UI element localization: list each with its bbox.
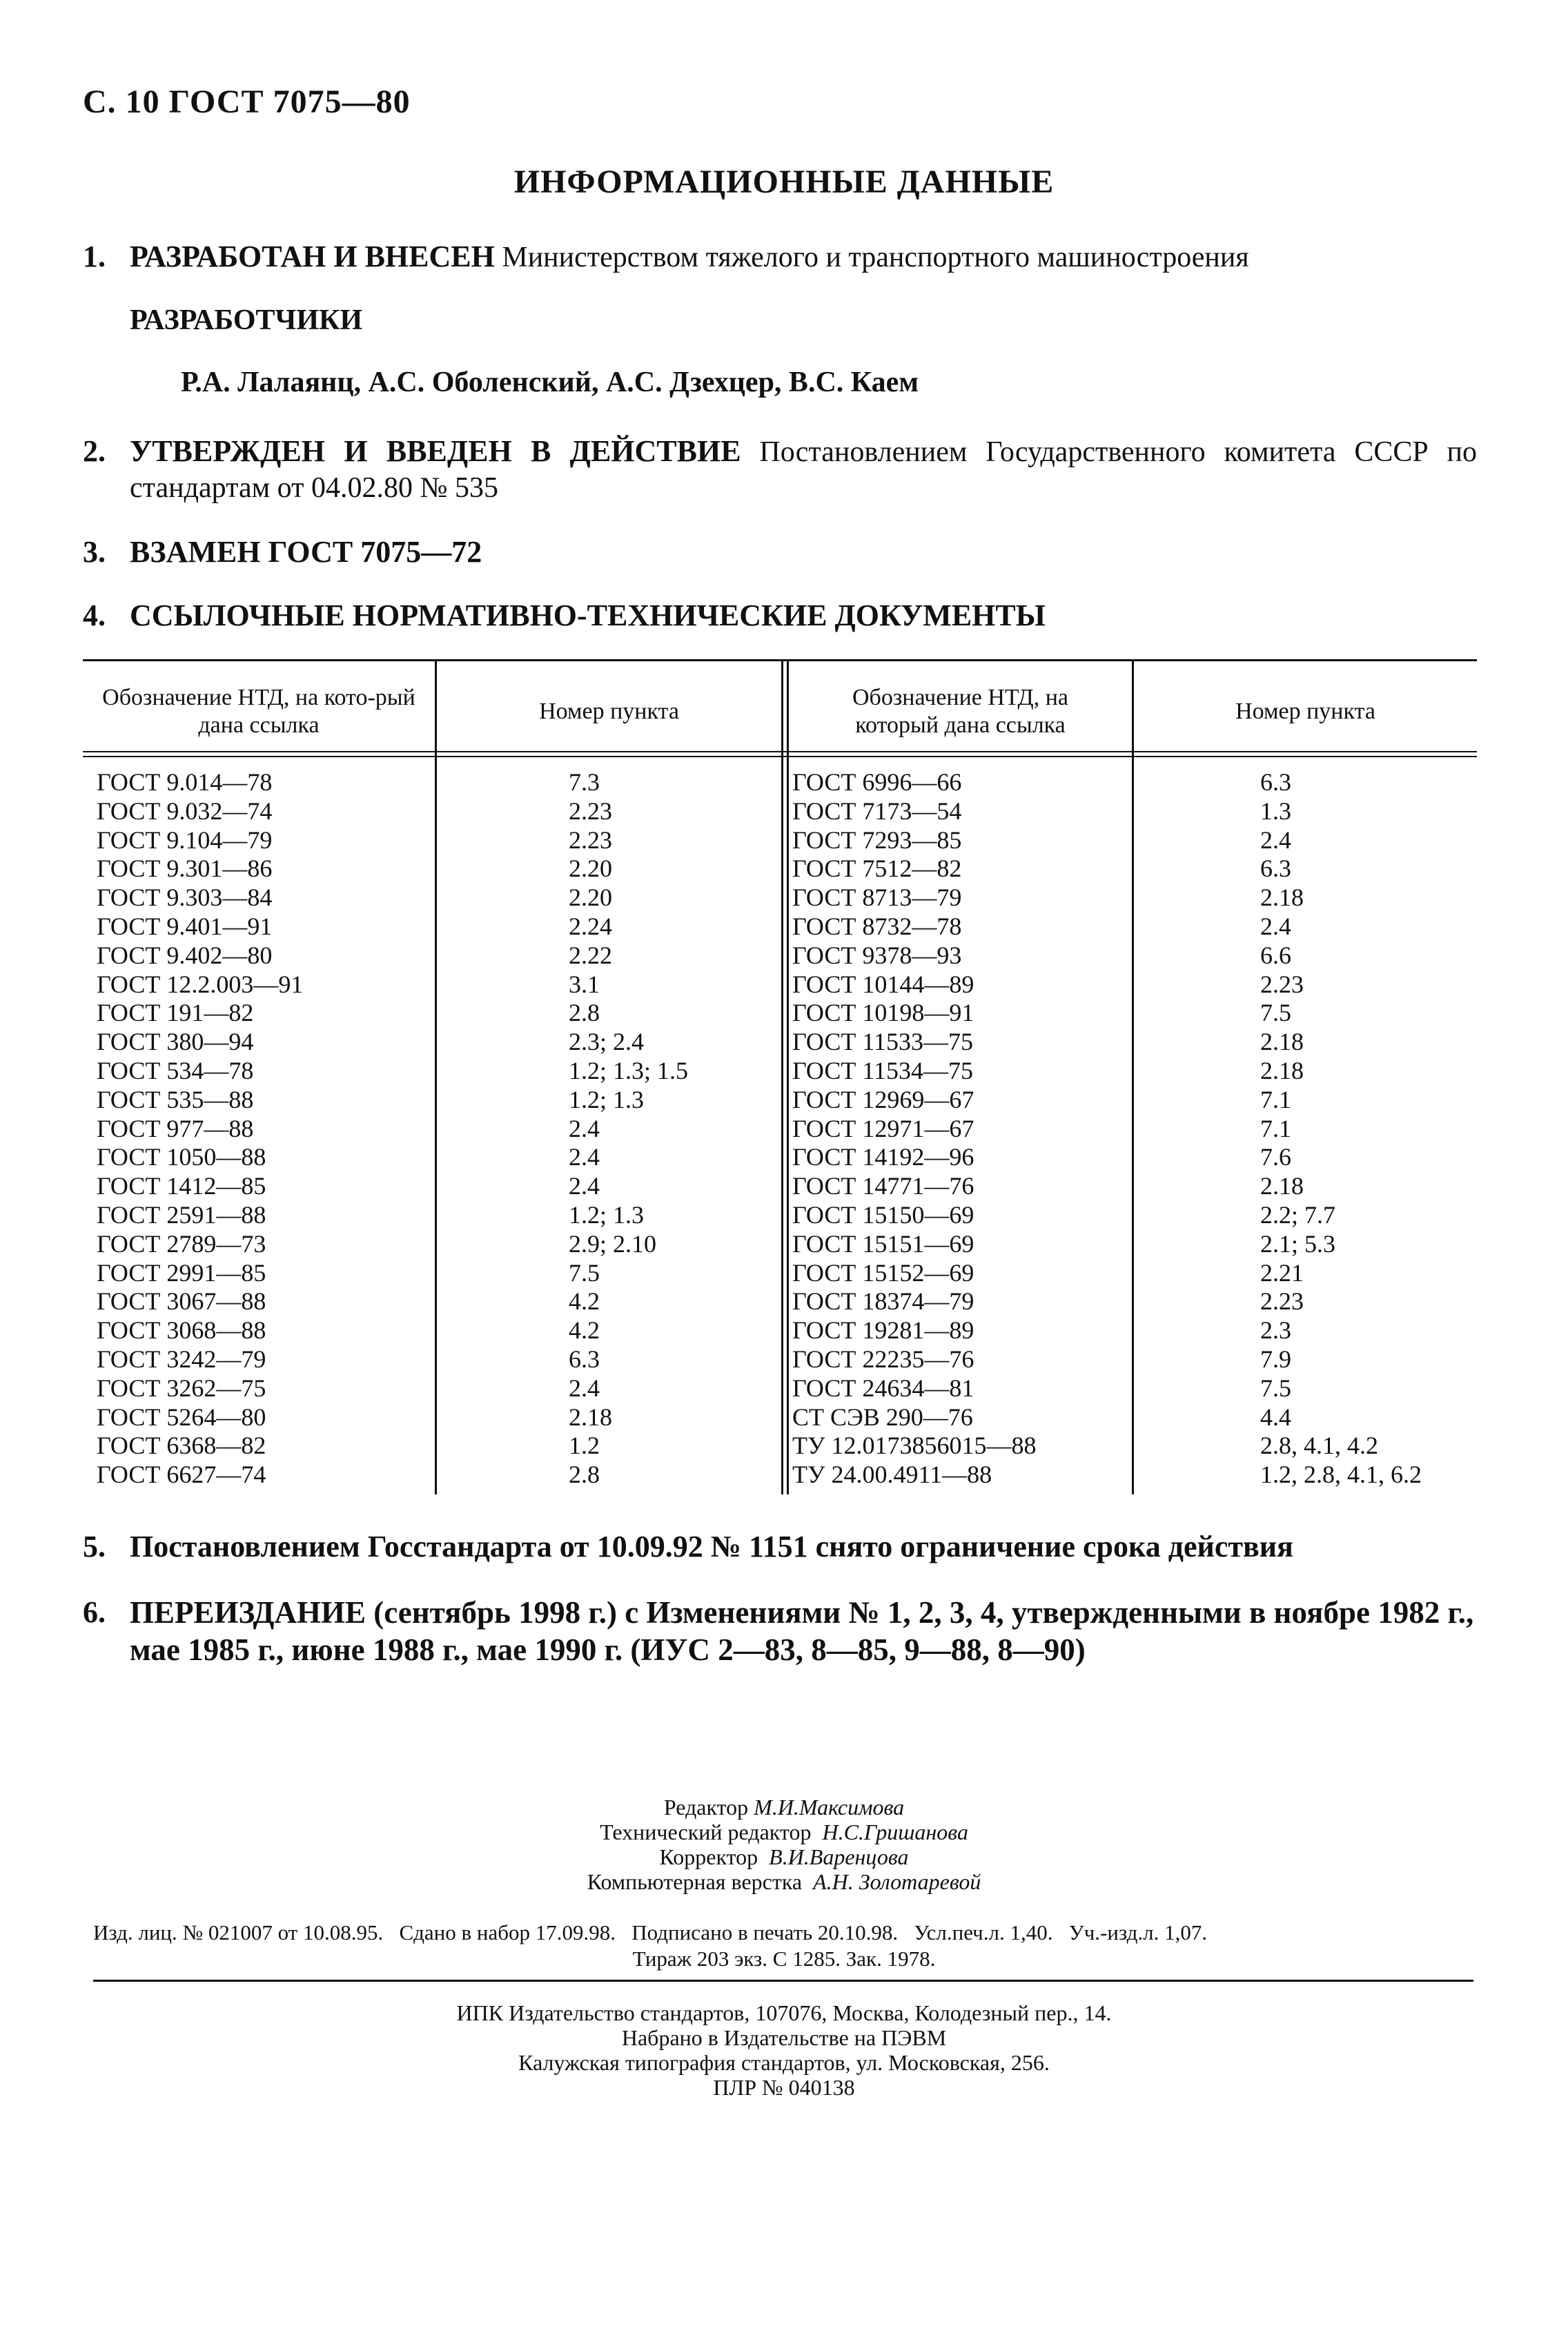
item-number: 4. bbox=[83, 598, 106, 632]
imprint-rule bbox=[93, 1980, 1473, 1982]
item-heading: ССЫЛОЧНЫЕ НОРМАТИВНО-ТЕХНИЧЕСКИЕ ДОКУМЕНТЫ bbox=[130, 598, 1046, 632]
ntd-designation: ГОСТ 1050—88 bbox=[97, 1143, 266, 1171]
clause-number: 6.6 bbox=[1260, 941, 1291, 969]
clause-number: 2.9; 2.10 bbox=[569, 1229, 657, 1258]
clause-number: 6.3 bbox=[1260, 855, 1291, 883]
clause-number: 2.20 bbox=[569, 884, 612, 912]
item-4 bbox=[83, 598, 1477, 634]
credit-corrector bbox=[0, 1843, 1568, 1871]
clause-number: 2.4 bbox=[569, 1374, 600, 1402]
ntd-designation: ГОСТ 12971—67 bbox=[792, 1114, 974, 1142]
imprint-line-1: Изд. лиц. № 021007 от 10.08.95. Сдано в набор 17.09.98. Подписано в печать 20.10.98. Усл.печ.л. 1,40. Уч.-изд.л. 1,07. bbox=[93, 1920, 1208, 1944]
header-point-right: Номер пункта bbox=[1235, 699, 1375, 724]
clause-number: 2.1; 5.3 bbox=[1260, 1229, 1336, 1258]
ntd-designation: ГОСТ 9.014—78 bbox=[97, 768, 273, 796]
header-point-left: Номер пункта bbox=[539, 699, 679, 724]
clause-number: 2.18 bbox=[1260, 1028, 1304, 1056]
clause-number: 2.3; 2.4 bbox=[569, 1028, 645, 1056]
clause-number: 2.22 bbox=[569, 941, 612, 969]
clause-number: 7.5 bbox=[1260, 999, 1291, 1027]
ntd-designation: СТ СЭВ 290—76 bbox=[792, 1403, 973, 1431]
clause-number: 1.3 bbox=[1260, 797, 1291, 825]
ntd-designation: ГОСТ 15152—69 bbox=[792, 1258, 974, 1287]
reference-table bbox=[83, 659, 1477, 1501]
clause-number: 2.8 bbox=[569, 1461, 600, 1489]
item-number: 5. bbox=[83, 1530, 106, 1563]
left-doc-column bbox=[97, 768, 303, 1490]
imprint-line-2: Тираж 203 экз. С 1285. Зак. 1978. bbox=[632, 1947, 936, 1971]
item-text: Постановлением Государственного комитета СССР по стандартам от 04.02.80 № 535 bbox=[130, 436, 1477, 504]
item-heading: УТВЕРЖДЕН И ВВЕДЕН В ДЕЙСТВИЕ bbox=[130, 434, 741, 468]
clause-number: 7.9 bbox=[1260, 1345, 1291, 1373]
ntd-designation: ГОСТ 12.2.003—91 bbox=[97, 970, 304, 998]
right-doc-column bbox=[792, 768, 1036, 1490]
ntd-designation: ГОСТ 3262—75 bbox=[97, 1374, 266, 1402]
item-heading: Постановлением Госстандарта от 10.09.92 № 1151 снято ограничение срока действия bbox=[130, 1530, 1293, 1563]
item-6 bbox=[83, 1595, 1477, 1669]
clause-number: 2.23 bbox=[1260, 1287, 1304, 1316]
ntd-designation: ГОСТ 19281—89 bbox=[792, 1316, 974, 1345]
clause-number: 1.2; 1.3 bbox=[569, 1085, 645, 1113]
item-heading: ПЕРЕИЗДАНИЕ (сентябрь 1998 г.) с Изменениями № 1, 2, 3, 4, утвержденными в ноябре 1982 г., мае 1985 г., июне 1988 г., мае 1990 г. (ИУС 2—83, 8—85, 9—88, 8—90) bbox=[130, 1595, 1474, 1667]
ntd-designation: ГОСТ 12969—67 bbox=[792, 1085, 974, 1113]
ntd-designation: ГОСТ 10144—89 bbox=[792, 970, 974, 998]
clause-number: 1.2 bbox=[569, 1432, 600, 1460]
developers-heading: РАЗРАБОТЧИКИ bbox=[130, 304, 363, 336]
developers-names: Р.А. Лалаянц, А.С. Оболенский, А.С. Дзехцер, В.С. Каем bbox=[181, 367, 919, 398]
ntd-designation: ГОСТ 534—78 bbox=[97, 1056, 254, 1084]
ntd-designation: ГОСТ 22235—76 bbox=[792, 1345, 974, 1373]
table-top-rule bbox=[83, 659, 1477, 661]
ntd-designation: ГОСТ 7512—82 bbox=[792, 855, 962, 883]
ntd-designation: ГОСТ 10198—91 bbox=[792, 999, 974, 1027]
ntd-designation: ГОСТ 11533—75 bbox=[792, 1028, 974, 1056]
ntd-designation: ГОСТ 7293—85 bbox=[792, 826, 962, 854]
clause-number: 2.21 bbox=[1260, 1258, 1304, 1287]
ntd-designation: ГОСТ 3242—79 bbox=[97, 1345, 266, 1373]
header-doc-right: Обозначение НТД, на который дана ссылка bbox=[852, 685, 1069, 738]
credit-layout bbox=[0, 1868, 1568, 1895]
clause-number: 4.2 bbox=[569, 1287, 600, 1316]
ntd-designation: ГОСТ 5264—80 bbox=[97, 1403, 266, 1431]
ntd-designation: ГОСТ 2789—73 bbox=[97, 1229, 266, 1258]
ntd-designation: ТУ 24.00.4911—88 bbox=[792, 1461, 992, 1489]
clause-number: 6.3 bbox=[569, 1345, 600, 1373]
ntd-designation: ГОСТ 6368—82 bbox=[97, 1432, 266, 1460]
publisher-line: ИПК Издательство стандартов, 107076, Москва, Колодезный пер., 14. bbox=[456, 2000, 1112, 2025]
credit-label: Редактор bbox=[663, 1795, 749, 1820]
publisher-line: Калужская типография стандартов, ул. Московская, 256. bbox=[518, 2050, 1050, 2075]
credit-label: Корректор bbox=[659, 1844, 758, 1869]
ntd-designation: ГОСТ 9.301—86 bbox=[97, 855, 273, 883]
credit-person: В.И.Варенцова bbox=[769, 1844, 909, 1869]
item-number: 2. bbox=[83, 434, 106, 468]
item-text: Министерством тяжелого и транспортного машиностроения bbox=[494, 242, 1249, 273]
header-doc-left: Обозначение НТД, на кото-рый дана ссылка bbox=[102, 685, 415, 738]
ntd-designation: ГОСТ 11534—75 bbox=[792, 1056, 974, 1084]
clause-number: 2.4 bbox=[569, 1143, 600, 1171]
document-title: ИНФОРМАЦИОННЫЕ ДАННЫЕ bbox=[513, 164, 1055, 200]
credit-person: Н.С.Гришанова bbox=[822, 1820, 968, 1844]
clause-number: 2.8 bbox=[569, 999, 600, 1027]
credit-person: А.Н. Золотаревой bbox=[813, 1869, 981, 1894]
clause-number: 1.2, 2.8, 4.1, 6.2 bbox=[1260, 1461, 1422, 1489]
clause-number: 1.2; 1.3 bbox=[569, 1200, 645, 1229]
ntd-designation: ГОСТ 18374—79 bbox=[792, 1287, 974, 1316]
ntd-designation: ГОСТ 380—94 bbox=[97, 1028, 254, 1056]
column-divider bbox=[787, 659, 789, 1494]
credit-label: Компьютерная верстка bbox=[587, 1869, 803, 1894]
ntd-designation: ГОСТ 2591—88 bbox=[97, 1200, 266, 1229]
column-divider bbox=[1132, 659, 1134, 1494]
ntd-designation: ГОСТ 9.401—91 bbox=[97, 912, 273, 940]
column-divider bbox=[435, 659, 437, 1494]
ntd-designation: ГОСТ 9378—93 bbox=[792, 941, 962, 969]
ntd-designation: ГОСТ 977—88 bbox=[97, 1114, 254, 1142]
clause-number: 2.4 bbox=[1260, 912, 1291, 940]
credit-person: М.И.Максимова bbox=[754, 1795, 905, 1820]
ntd-designation: ГОСТ 15151—69 bbox=[792, 1229, 974, 1258]
clause-number: 4.2 bbox=[569, 1316, 600, 1345]
ntd-designation: ГОСТ 535—88 bbox=[97, 1085, 254, 1113]
clause-number: 7.1 bbox=[1260, 1085, 1291, 1113]
page-header: С. 10 ГОСТ 7075—80 bbox=[83, 84, 411, 120]
item-1 bbox=[83, 239, 1477, 275]
clause-number: 2.24 bbox=[569, 912, 612, 940]
right-point-column bbox=[1260, 768, 1422, 1490]
ntd-designation: ГОСТ 3067—88 bbox=[97, 1287, 266, 1316]
ntd-designation: ГОСТ 6627—74 bbox=[97, 1461, 266, 1489]
clause-number: 6.3 bbox=[1260, 768, 1291, 796]
item-3 bbox=[83, 534, 1477, 571]
clause-number: 7.5 bbox=[569, 1258, 600, 1287]
ntd-designation: ГОСТ 7173—54 bbox=[792, 797, 962, 825]
clause-number: 3.1 bbox=[569, 970, 600, 998]
clause-number: 7.3 bbox=[569, 768, 600, 796]
ntd-designation: ГОСТ 6996—66 bbox=[792, 768, 962, 796]
left-point-column bbox=[569, 768, 688, 1490]
ntd-designation: ГОСТ 8732—78 bbox=[792, 912, 962, 940]
ntd-designation: ГОСТ 15150—69 bbox=[792, 1200, 974, 1229]
item-number: 1. bbox=[83, 240, 106, 273]
ntd-designation: ГОСТ 3068—88 bbox=[97, 1316, 266, 1345]
item-2 bbox=[83, 433, 1477, 506]
item-number: 3. bbox=[83, 535, 106, 569]
clause-number: 4.4 bbox=[1260, 1403, 1291, 1431]
item-heading: ВЗАМЕН ГОСТ 7075—72 bbox=[130, 535, 482, 569]
ntd-designation: ГОСТ 9.104—79 bbox=[97, 826, 273, 854]
clause-number: 7.6 bbox=[1260, 1143, 1291, 1171]
ntd-designation: ГОСТ 2991—85 bbox=[97, 1258, 266, 1287]
clause-number: 2.4 bbox=[1260, 826, 1291, 854]
publisher-line: ПЛР № 040138 bbox=[713, 2075, 855, 2100]
ntd-designation: ГОСТ 1412—85 bbox=[97, 1172, 266, 1200]
clause-number: 7.5 bbox=[1260, 1374, 1291, 1402]
clause-number: 2.23 bbox=[569, 826, 612, 854]
table-header-rule bbox=[83, 756, 1477, 757]
clause-number: 2.23 bbox=[569, 797, 612, 825]
clause-number: 2.4 bbox=[569, 1114, 600, 1142]
ntd-designation: ГОСТ 24634—81 bbox=[792, 1374, 974, 1402]
ntd-designation: ГОСТ 9.032—74 bbox=[97, 797, 273, 825]
item-number: 6. bbox=[83, 1595, 106, 1629]
item-heading: РАЗРАБОТАН И ВНЕСЕН bbox=[130, 240, 495, 273]
publisher-line: Набрано в Издательстве на ПЭВМ bbox=[621, 2025, 947, 2050]
table-header-rule bbox=[83, 751, 1477, 752]
clause-number: 2.20 bbox=[569, 855, 612, 883]
clause-number: 2.2; 7.7 bbox=[1260, 1200, 1336, 1229]
credit-editor bbox=[0, 1793, 1568, 1821]
clause-number: 2.18 bbox=[1260, 884, 1304, 912]
ntd-designation: ГОСТ 14771—76 bbox=[792, 1172, 974, 1200]
ntd-designation: ГОСТ 9.303—84 bbox=[97, 884, 273, 912]
ntd-designation: ГОСТ 9.402—80 bbox=[97, 941, 273, 969]
credit-label: Технический редактор bbox=[600, 1820, 812, 1844]
column-divider bbox=[781, 659, 783, 1494]
clause-number: 2.18 bbox=[569, 1403, 612, 1431]
clause-number: 2.23 bbox=[1260, 970, 1304, 998]
ntd-designation: ГОСТ 14192—96 bbox=[792, 1143, 974, 1171]
clause-number: 2.8, 4.1, 4.2 bbox=[1260, 1432, 1378, 1460]
clause-number: 1.2; 1.3; 1.5 bbox=[569, 1056, 689, 1084]
clause-number: 2.4 bbox=[569, 1172, 600, 1200]
clause-number: 7.1 bbox=[1260, 1114, 1291, 1142]
ntd-designation: ГОСТ 8713—79 bbox=[792, 884, 962, 912]
clause-number: 2.18 bbox=[1260, 1172, 1304, 1200]
clause-number: 2.18 bbox=[1260, 1056, 1304, 1084]
ntd-designation: ТУ 12.0173856015—88 bbox=[792, 1432, 1037, 1460]
ntd-designation: ГОСТ 191—82 bbox=[97, 999, 254, 1027]
clause-number: 2.3 bbox=[1260, 1316, 1291, 1345]
item-5 bbox=[83, 1529, 1477, 1566]
credit-tech-editor bbox=[0, 1818, 1568, 1846]
